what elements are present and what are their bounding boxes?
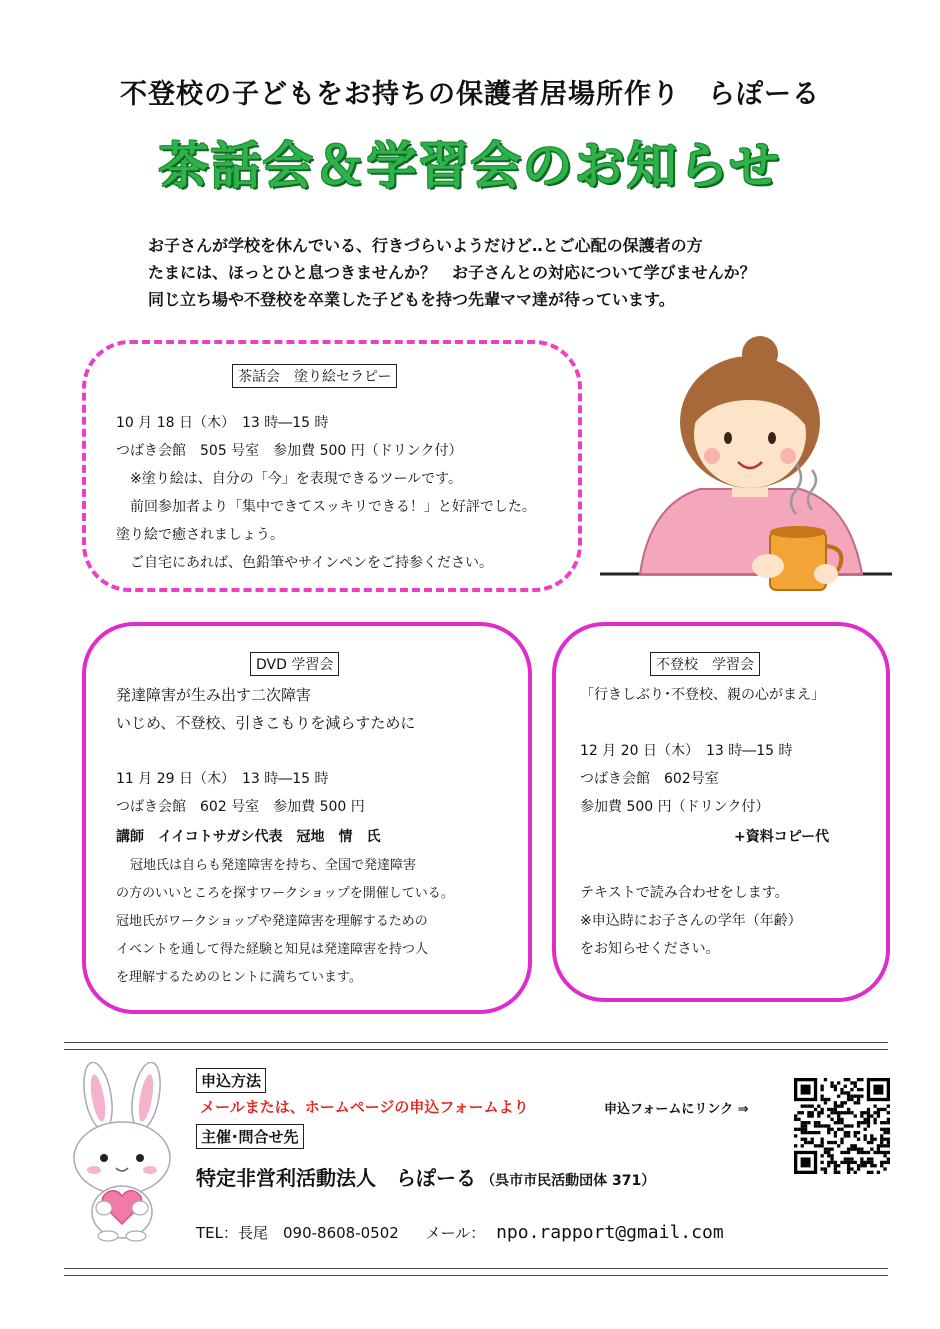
dvd-study-label: DVD 学習会: [250, 652, 339, 676]
separator: [64, 1268, 888, 1276]
tea-party-note: ご自宅にあれば、色鉛筆やサインペンをご持参ください。: [130, 555, 494, 571]
contact-mail-label: メール：: [425, 1224, 486, 1242]
futoko-note: をお知らせください。: [580, 941, 720, 957]
intro-line: たまには、ほっとひと息つきませんか？ お子さんとの対応について学びませんか？: [148, 263, 756, 282]
dvd-desc: の方のいいところを探すワークショップを開催している。: [116, 886, 454, 901]
rabbit-with-heart-illustration: [62, 1062, 184, 1242]
dvd-desc: を理解するためのヒントに満ちています。: [116, 970, 362, 985]
futoko-note: ※申込時にお子さんの学年（年齢）: [580, 913, 802, 929]
contact-tel: TEL：長尾 090-8608-0502: [196, 1224, 399, 1242]
form-link[interactable]: 申込フォームにリンク ⇒: [604, 1102, 749, 1117]
dvd-desc: イベントを通して得た経験と知見は発達障害を持つ人: [116, 942, 429, 957]
tea-party-note: 前回参加者より「集中できてスッキリできる！」と好評でした。: [130, 499, 536, 515]
subtitle: 不登校の子どもをお持ちの保護者居場所作り らぽーる: [120, 79, 820, 110]
apply-method-label: 申込方法: [196, 1068, 266, 1093]
futoko-note: テキストで読み合わせをします。: [580, 885, 789, 901]
woman-with-mug-illustration: [600, 334, 892, 606]
intro-text: [148, 232, 868, 313]
tea-party-date: 10 月 18 日（木） 13 時―15 時: [116, 415, 329, 431]
contact-email[interactable]: npo.rapport@gmail.com: [496, 1222, 724, 1243]
qr-code-icon[interactable]: [794, 1078, 890, 1174]
intro-line: お子さんが学校を休んでいる、行きづらいようだけど‥とご心配の保護者の方: [148, 236, 703, 255]
intro-line: 同じ立ち場や不登校を卒業した子どもを持つ先輩ママ達が待っています。: [148, 290, 675, 309]
futoko-fee: 参加費 500 円（ドリンク付）: [580, 799, 770, 815]
futoko-theme: 「行きしぶり･不登校、親の心がまえ」: [580, 687, 825, 703]
futoko-date: 12 月 20 日（木） 13 時―15 時: [580, 743, 793, 759]
dvd-date: 11 月 29 日（木） 13 時―15 時: [116, 771, 329, 787]
dvd-desc: 冠地氏は自らも発達障害を持ち、全国で発達障害: [130, 858, 417, 873]
org-note: （呉市市民活動団体 371）: [481, 1173, 656, 1189]
organizer-label: 主催･問合せ先: [196, 1124, 304, 1149]
dvd-topic: いじめ、不登校、引きこもりを減らすために: [116, 714, 416, 732]
dvd-desc: 冠地氏がワークショップや発達障害を理解するための: [116, 914, 428, 929]
page-title: 茶話会＆学習会のお知らせ: [158, 137, 782, 195]
tea-party-note: 塗り絵で癒されましょう。: [116, 527, 284, 543]
tea-party-label: 茶話会 塗り絵セラピー: [232, 364, 397, 388]
org-name: 特定非営利活動法人 らぽーる: [196, 1166, 476, 1190]
tea-party-note: ※塗り絵は、自分の「今」を表現できるツールです。: [130, 471, 463, 487]
dvd-venue: つばき会館 602 号室 参加費 500 円: [116, 799, 365, 815]
dvd-lecturer: 講師 イイコトサガシ代表 冠地 情 氏: [116, 829, 381, 845]
futoko-venue: つばき会館 602号室: [580, 771, 719, 787]
separator: [64, 1042, 888, 1050]
futoko-fee-extra: +資料コピー代: [734, 829, 830, 845]
futoko-study-label: 不登校 学習会: [650, 652, 760, 676]
dvd-topic: 発達障害が生み出す二次障害: [116, 686, 312, 704]
apply-method-text: メールまたは、ホームページの申込フォームより: [200, 1098, 529, 1116]
tea-party-venue: つばき会館 505 号室 参加費 500 円（ドリンク付）: [116, 443, 463, 459]
